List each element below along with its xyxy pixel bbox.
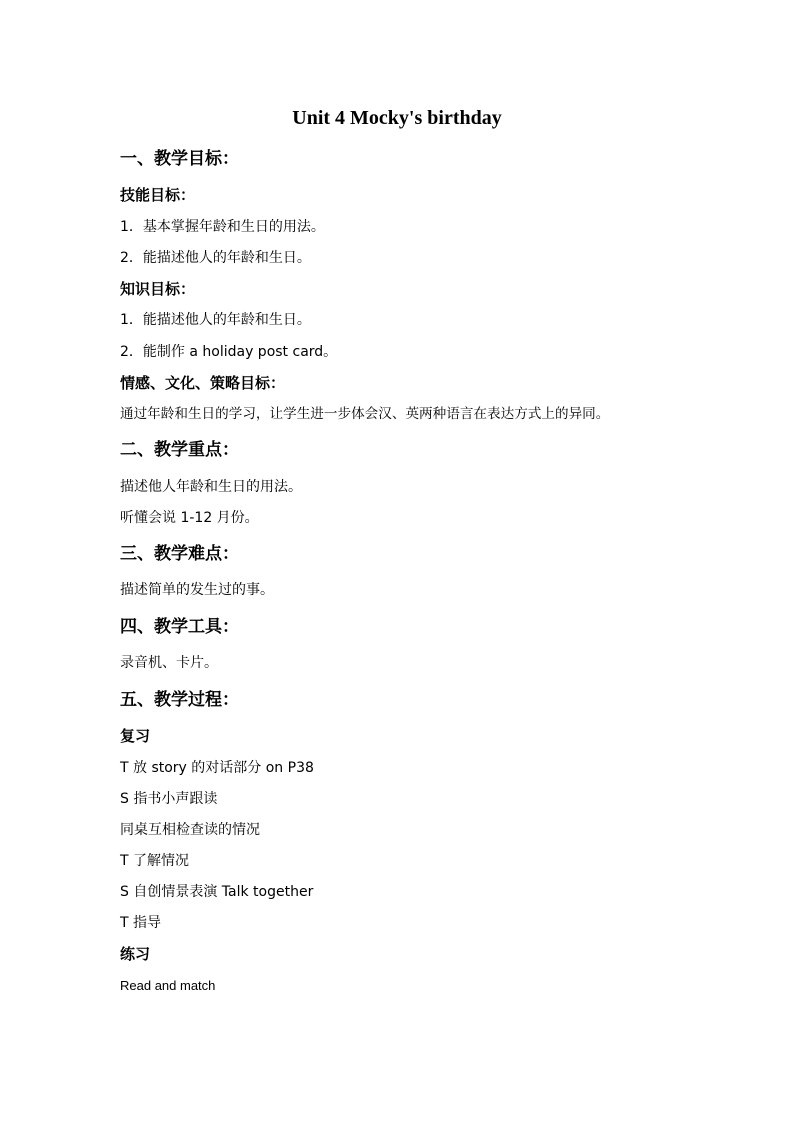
list-item: 描述他人年龄和生日的用法。 [120, 479, 302, 495]
list-item: 描述简单的发生过的事。 [120, 582, 274, 598]
list-item: 同桌互相检查读的情况 [120, 822, 260, 838]
subheading-skill: 技能目标： [120, 186, 196, 204]
list-item: 录音机、卡片。 [120, 655, 218, 671]
list-item: S 自创情景表演 Talk together [120, 884, 314, 900]
subheading-review: 复习 [120, 727, 151, 745]
heading-process: 五、教学过程： [120, 690, 239, 710]
list-item: S 指书小声跟读 [120, 791, 218, 807]
list-item: 听懂会说 1-12 月份。 [120, 510, 259, 526]
subheading-practice: 练习 [120, 945, 151, 963]
heading-difficulties: 三、教学难点： [120, 544, 239, 564]
heading-key-points: 二、教学重点： [120, 440, 239, 460]
list-item: 2．能制作 a holiday post card。 [120, 344, 338, 360]
list-item: T 了解情况 [120, 853, 190, 869]
heading-objectives: 一、教学目标： [120, 149, 239, 169]
list-item: 1．能描述他人的年龄和生日。 [120, 312, 311, 328]
list-item: 1．基本掌握年龄和生日的用法。 [120, 219, 325, 235]
heading-tools: 四、教学工具： [120, 617, 239, 637]
subheading-knowledge: 知识目标： [120, 280, 196, 298]
paragraph: 通过年龄和生日的学习，让学生进一步体会汉、英两种语言在表达方式上的异同。 [120, 406, 610, 422]
subheading-emotion: 情感、文化、策略目标： [120, 374, 286, 392]
document-title: Unit 4 Mocky's birthday [292, 107, 502, 129]
list-item: T 放 story 的对话部分 on P38 [120, 760, 314, 776]
list-item: T 指导 [120, 915, 162, 931]
list-item: Read and match [120, 978, 216, 993]
list-item: 2．能描述他人的年龄和生日。 [120, 250, 311, 266]
